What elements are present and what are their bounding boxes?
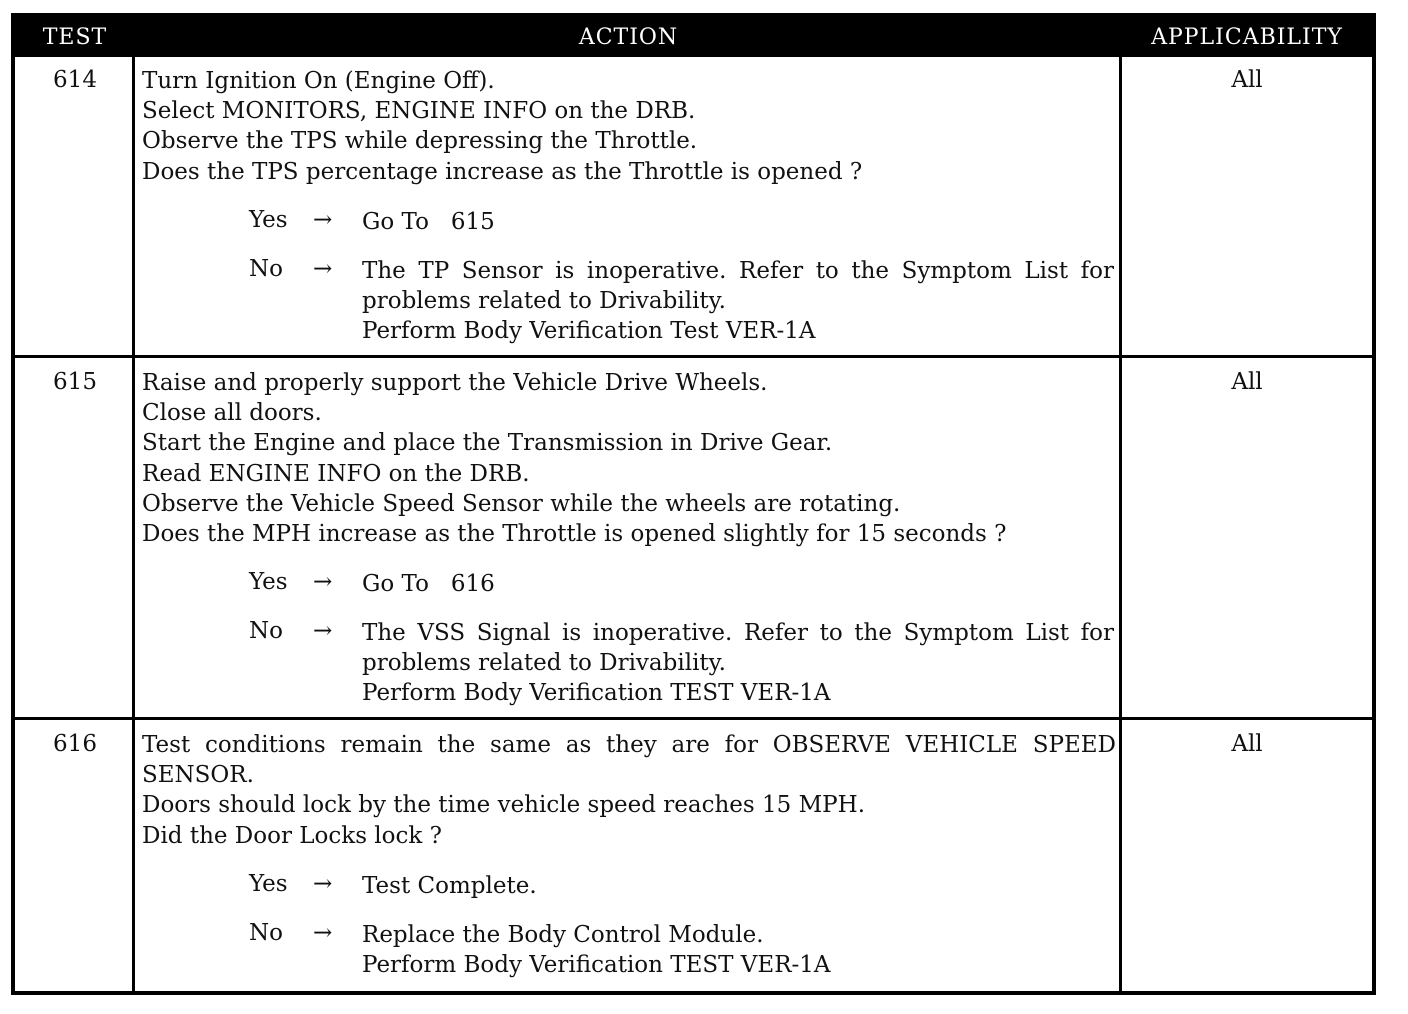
- no-label: No: [249, 256, 283, 282]
- test-number: 616: [53, 731, 97, 757]
- action-step: Doors should lock by the time vehicle speed reaches 15 MPH.: [142, 792, 866, 819]
- action-steps: [142, 368, 1116, 549]
- header-applicability: APPLICABILITY: [1151, 25, 1343, 50]
- column-divider: [1119, 57, 1122, 991]
- right-arrow-icon: →: [313, 871, 333, 897]
- action-steps: [142, 730, 1116, 851]
- action-steps: [142, 66, 1116, 187]
- header-action: ACTION: [578, 25, 679, 50]
- action-step: Observe the Vehicle Speed Sensor while the wheels are rotating.: [142, 490, 901, 517]
- no-result-followup: Perform Body Verification TEST VER-1A: [362, 952, 831, 979]
- applicability: All: [1231, 369, 1263, 395]
- no-result-followup: Perform Body Verification Test VER-1A: [362, 318, 816, 345]
- action-step: Turn Ignition On (Engine Off).: [142, 68, 495, 94]
- row-divider: [15, 717, 1372, 720]
- no-result-text: The VSS Signal is inoperative. Refer to the Symptom List for problems related to Drivability.: [362, 620, 1114, 677]
- right-arrow-icon: →: [313, 256, 333, 282]
- action-step: Select MONITORS, ENGINE INFO on the DRB.: [142, 98, 696, 125]
- header-test: TEST: [42, 25, 108, 50]
- yes-label: Yes: [249, 207, 288, 233]
- no-label: No: [249, 920, 283, 946]
- no-label: No: [249, 618, 283, 644]
- action-step: Raise and properly support the Vehicle Drive Wheels.: [142, 370, 768, 396]
- yes-result: Go To 616: [362, 571, 495, 597]
- action-step: Observe the TPS while depressing the Throttle.: [142, 128, 698, 155]
- action-step: Did the Door Locks lock ?: [142, 822, 442, 849]
- test-number: 614: [53, 67, 97, 93]
- table-header: [15, 17, 1372, 57]
- no-result: [362, 618, 1114, 709]
- test-table: [11, 13, 1376, 995]
- no-result: [362, 920, 1114, 980]
- action-step: Test conditions remain the same as they are for OBSERVE VEHICLE SPEED SENSOR.: [142, 732, 1116, 789]
- yes-label: Yes: [249, 569, 288, 595]
- yes-result: Test Complete.: [362, 873, 537, 899]
- action-step: Does the TPS percentage increase as the Throttle is opened ?: [142, 158, 863, 185]
- row-divider: [15, 355, 1372, 358]
- no-result: [362, 256, 1114, 347]
- test-number: 615: [53, 369, 97, 395]
- no-result-text: Replace the Body Control Module.: [362, 922, 764, 948]
- action-step: Read ENGINE INFO on the DRB.: [142, 460, 530, 487]
- applicability: All: [1231, 731, 1263, 757]
- no-result-text: The TP Sensor is inoperative. Refer to the Symptom List for problems related to Drivability.: [362, 258, 1114, 315]
- right-arrow-icon: →: [313, 569, 333, 595]
- right-arrow-icon: →: [313, 207, 333, 233]
- right-arrow-icon: →: [313, 618, 333, 644]
- action-step: Does the MPH increase as the Throttle is opened slightly for 15 seconds ?: [142, 521, 1007, 548]
- no-result-followup: Perform Body Verification TEST VER-1A: [362, 680, 831, 707]
- action-step: Close all doors.: [142, 400, 322, 427]
- yes-result: Go To 615: [362, 209, 495, 235]
- column-divider: [132, 57, 135, 991]
- right-arrow-icon: →: [313, 920, 333, 946]
- applicability: All: [1231, 67, 1263, 93]
- action-step: Start the Engine and place the Transmission in Drive Gear.: [142, 430, 833, 457]
- yes-label: Yes: [249, 871, 288, 897]
